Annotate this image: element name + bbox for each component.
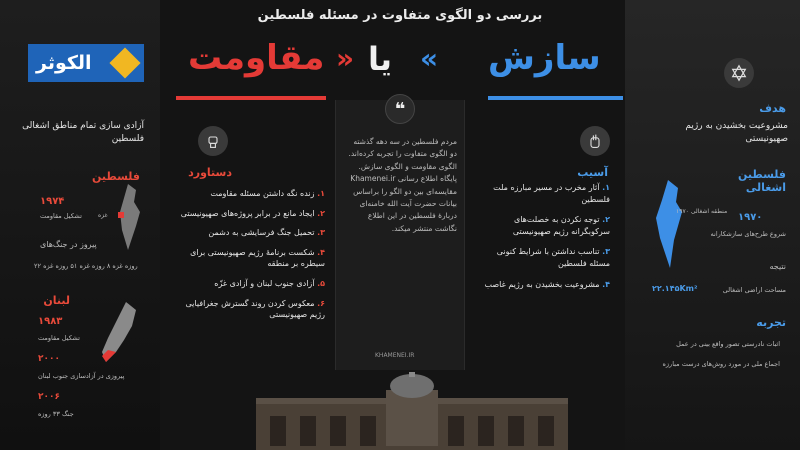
site-footer: KHAMENEI.IR (375, 352, 415, 359)
experience-label: تجربه (756, 316, 786, 329)
harms-label: آسیب (577, 166, 608, 179)
left-heading: آزادی سازی تمام مناطق اشغالی فلسطین (22, 121, 144, 145)
logo-diamond-icon (109, 47, 140, 78)
lebanon-year-3: ۲۰۰۶ (38, 392, 60, 402)
achievement-item-5: ۵. آزادی جنوب لبنان و آزادی غزّه (214, 278, 325, 288)
page-title: بررسی دو الگوی متفاوت در مسئله فلسطین (257, 8, 543, 23)
underline-blue (488, 96, 623, 100)
area-value: ۲۲.۱۴۵Km² (652, 284, 698, 293)
heading-or: یا (368, 40, 393, 78)
achievement-item-1: ۱. زنده نگه داشتن مسئله مقاومت (210, 189, 325, 198)
palestine-year: ۱۹۷۴ (40, 196, 65, 207)
gaza-wars: ۲۲ روزه غزه ۸ روزه غزه ۵۱ روزه غزه (34, 262, 138, 270)
achievement-item-4: ۴. شکست برنامهٔ رژیم صهیونیستی برای سیطره بر منطقه (190, 247, 325, 269)
harm-item-3: ۳. تناسب نداشتن با شرایط کنونی مسئله فلسطین (496, 247, 610, 268)
palestine-caption: تشکیل مقاومت (40, 212, 82, 220)
map-label: ۱۹۷۰ منطقه اشغالی (676, 208, 728, 215)
achievement-item-3: ۳. تحمیل جنگ فرسایشی به دشمن (208, 228, 325, 238)
palestine-map (112, 182, 148, 252)
intro-text: مردم فلسطین در سه دهه گذشته دو الگوی متفاوت را تجربه کرده‌اند. الگوی مقاومت و الگوی سازش. پایگاه اطلاع رسانی Khamenei.ir مقایسه‌ای بین دو الگو را براساس بیانات حضرت آیت الله خامنه‌ای دربارهٔ فلسطین در این اطلاع نگاشت منتشر میکند. (348, 137, 457, 233)
star-of-david-icon (724, 58, 754, 88)
lebanon-map (96, 300, 142, 364)
achievement-item-2: ۲. ایجاد مانع در برابر پروژه‌های صهیونیستی (180, 208, 325, 218)
lebanon-caption: تشکیل مقاومت (38, 334, 80, 342)
lebanon-year-2: ۲۰۰۰ (38, 354, 60, 364)
heading-resistance: مقاومت (188, 38, 325, 78)
logo (28, 44, 144, 82)
lebanon-label: لبنان (43, 294, 70, 307)
area-text: مساحت اراضی اشغالی (722, 286, 786, 294)
lebanon-caption-2: پیروزی در آزادسازی جنوب لبنان (38, 372, 125, 380)
heading-compromise: سازش (488, 38, 601, 78)
quote-open-blue: « (420, 42, 439, 75)
lebanon-caption-3: جنگ ۳۳ روزه (38, 410, 74, 418)
achievements-label: دستاورد (188, 166, 232, 179)
lebanon-year: ۱۹۸۳ (38, 316, 63, 327)
experience-2: اجماع ملی در مورد روش‌های درست مبارزه (662, 360, 780, 368)
result-label: نتیجه (769, 262, 786, 271)
gaza-label: غزه (98, 212, 108, 219)
goal-label: هدف (759, 102, 786, 115)
quote-close-red: » (336, 42, 355, 75)
achievements-list (180, 188, 325, 321)
experience-1: اثبات نادرستی تصور واقع بینی در عمل (676, 340, 780, 348)
achievement-item-6: ۶. معکوس کردن روند گسترش جغرافیایی رژیم صهیونیستی (185, 298, 325, 320)
map-caption: شروع طرح‌های سازشکارانه (710, 230, 786, 238)
harm-item-2: ۲. توجه نکردن به خصلت‌های سرکوبگرانه رژیم صهیونیستی (512, 215, 610, 236)
logo-text: الکوثر (36, 52, 92, 74)
occupied-palestine-map (648, 178, 692, 270)
quote-icon: ❝ (385, 94, 415, 124)
harms-list (480, 182, 610, 290)
underline-red (176, 96, 326, 100)
goal-text: مشروعیت بخشیدن به رژیم صهیونیستی (685, 121, 788, 145)
map-title: فلسطین اشغالی (738, 168, 786, 194)
palestine-label: فلسطین (92, 170, 140, 183)
al-aqsa-mosque-illustration (256, 372, 568, 450)
map-year: ۱۹۷۰ (738, 212, 763, 223)
stop-hand-icon (580, 126, 610, 156)
palestine-win: پیروز در جنگ‌های (40, 240, 97, 249)
harm-item-4: ۴. مشروعیت بخشیدن به رژیم غاصب (484, 279, 610, 289)
raised-fist-icon (198, 126, 228, 156)
harm-item-1: ۱. آثار مخرب در مسیر مبارزه ملت فلسطین (493, 183, 610, 204)
